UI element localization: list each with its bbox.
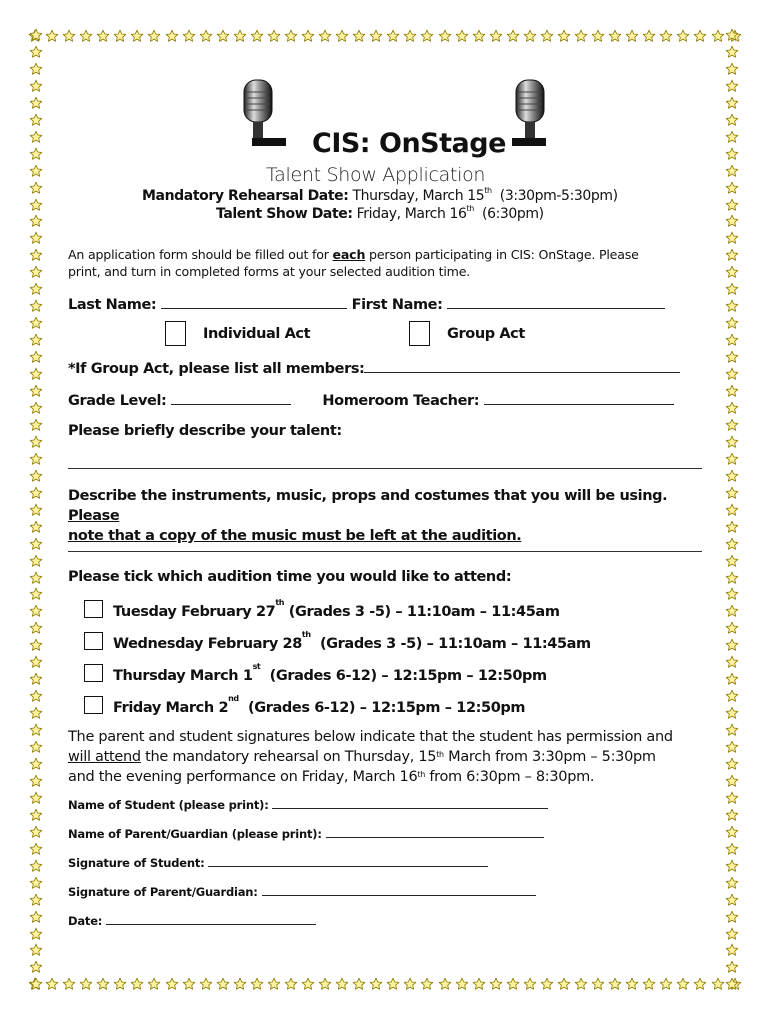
star-outline-icon — [233, 29, 247, 45]
star-outline-icon — [29, 571, 45, 585]
parent-signature-label: Signature of Parent/Guardian: — [68, 885, 258, 899]
parent-signature-row — [68, 884, 536, 899]
star-outline-icon — [29, 231, 45, 245]
star-outline-icon — [29, 587, 45, 601]
star-outline-icon — [29, 96, 45, 110]
intro-part1: An application form should be filled out for — [68, 247, 333, 262]
star-outline-icon — [335, 977, 349, 993]
star-outline-icon — [29, 554, 45, 568]
student-name-row — [68, 797, 548, 812]
star-outline-icon — [438, 29, 452, 45]
star-outline-icon — [725, 469, 741, 483]
star-outline-icon — [725, 96, 741, 110]
star-outline-icon — [29, 418, 45, 432]
intro-each: each — [332, 247, 366, 262]
star-outline-icon — [642, 977, 656, 993]
star-outline-icon — [725, 808, 741, 822]
audition-option[interactable] — [84, 632, 591, 652]
star-outline-icon — [267, 977, 281, 993]
intro-line2: print, and turn in completed forms at your selected audition time. — [68, 264, 471, 279]
star-outline-icon — [165, 977, 179, 993]
star-outline-icon — [29, 960, 45, 974]
audition-option-label — [113, 598, 560, 620]
star-outline-icon — [725, 79, 741, 93]
star-outline-icon — [608, 977, 622, 993]
star-outline-icon — [725, 859, 741, 873]
permission-l3b: from 6:30pm – 8:30pm. — [425, 769, 595, 785]
star-outline-icon — [506, 29, 520, 45]
star-outline-icon — [725, 791, 741, 805]
microphone-icon — [508, 78, 560, 150]
permission-l3a: and the evening performance on Friday, March 16 — [68, 769, 418, 785]
star-outline-icon — [29, 621, 45, 635]
permission-text — [68, 727, 718, 787]
star-outline-icon — [725, 825, 741, 839]
star-outline-icon — [29, 520, 45, 534]
audition-day-sup: th — [301, 630, 311, 639]
star-outline-icon — [725, 927, 741, 941]
star-outline-icon — [216, 977, 230, 993]
audition-checkbox[interactable] — [84, 632, 103, 650]
star-outline-icon — [676, 977, 690, 993]
star-outline-icon — [725, 587, 741, 601]
star-outline-icon — [659, 29, 673, 45]
star-outline-icon — [29, 28, 45, 42]
last-name-label: Last Name: — [68, 297, 157, 313]
star-outline-icon — [29, 198, 45, 212]
permission-l2a: the mandatory rehearsal on Thursday, 15 — [140, 749, 437, 765]
star-outline-icon — [301, 977, 315, 993]
star-outline-icon — [29, 876, 45, 890]
audition-option[interactable] — [84, 600, 560, 620]
star-outline-icon — [725, 621, 741, 635]
star-outline-icon — [130, 977, 144, 993]
star-outline-icon — [725, 418, 741, 432]
show-sup: th — [466, 204, 474, 213]
star-outline-icon — [725, 571, 741, 585]
star-outline-icon — [725, 842, 741, 856]
star-outline-icon — [725, 876, 741, 890]
star-outline-icon — [29, 401, 45, 415]
last-name-field[interactable] — [161, 294, 347, 309]
permission-line1: The parent and student signatures below indicate that the student has permission and — [68, 729, 673, 745]
star-outline-icon — [472, 977, 486, 993]
star-outline-icon — [96, 977, 110, 993]
star-outline-icon — [725, 214, 741, 228]
permission-l3sup: th — [417, 770, 426, 779]
audition-checkbox[interactable] — [84, 664, 103, 682]
star-outline-icon — [725, 638, 741, 652]
star-outline-icon — [250, 29, 264, 45]
student-signature-field[interactable] — [208, 855, 488, 867]
star-outline-icon — [29, 689, 45, 703]
audition-day-sup: th — [275, 598, 285, 607]
star-outline-icon — [725, 520, 741, 534]
star-outline-icon — [130, 29, 144, 45]
star-outline-icon — [725, 655, 741, 669]
star-outline-icon — [725, 486, 741, 500]
star-outline-icon — [725, 384, 741, 398]
date-label: Date: — [68, 914, 103, 928]
audition-day-sup: nd — [228, 694, 239, 703]
star-outline-icon — [250, 977, 264, 993]
star-outline-icon — [725, 316, 741, 330]
star-outline-icon — [318, 29, 332, 45]
instruments-text — [68, 486, 708, 546]
rehearsal-day: Thursday, March 15 — [352, 188, 485, 204]
page-subtitle: Talent Show Application — [266, 164, 486, 186]
star-outline-icon — [29, 350, 45, 364]
show-date — [216, 206, 544, 222]
star-outline-icon — [29, 808, 45, 822]
star-outline-icon — [301, 29, 315, 45]
star-outline-icon — [725, 299, 741, 313]
audition-option-label — [113, 630, 591, 652]
star-outline-icon — [725, 977, 741, 991]
star-outline-icon — [725, 689, 741, 703]
star-outline-icon — [352, 29, 366, 45]
star-outline-icon — [29, 638, 45, 652]
star-outline-icon — [557, 29, 571, 45]
rehearsal-date — [142, 188, 618, 204]
star-outline-icon — [725, 910, 741, 924]
group-act-checkbox[interactable] — [409, 321, 430, 346]
star-outline-icon — [182, 977, 196, 993]
star-outline-icon — [29, 367, 45, 381]
star-outline-icon — [725, 943, 741, 957]
star-outline-icon — [29, 181, 45, 195]
star-outline-icon — [352, 977, 366, 993]
group-act-label: Group Act — [447, 326, 525, 342]
instruments-note-2: note that a copy of the music must be left at the audition. — [68, 528, 522, 544]
star-outline-icon — [199, 29, 213, 45]
individual-act-checkbox[interactable] — [165, 321, 186, 346]
star-outline-icon — [96, 29, 110, 45]
star-outline-icon — [29, 45, 45, 59]
star-outline-icon — [45, 29, 59, 45]
star-outline-icon — [523, 29, 537, 45]
star-outline-icon — [165, 29, 179, 45]
star-outline-icon — [725, 503, 741, 517]
star-outline-icon — [386, 29, 400, 45]
star-outline-icon — [29, 655, 45, 669]
homeroom-teacher-field[interactable] — [484, 390, 674, 405]
star-outline-icon — [711, 29, 725, 45]
star-outline-icon — [725, 774, 741, 788]
star-outline-icon — [725, 231, 741, 245]
star-outline-icon — [725, 265, 741, 279]
star-outline-icon — [725, 147, 741, 161]
star-outline-icon — [591, 29, 605, 45]
first-name-label: First Name: — [351, 297, 443, 313]
star-outline-icon — [29, 282, 45, 296]
star-outline-icon — [725, 282, 741, 296]
audition-option-label — [113, 662, 547, 684]
star-outline-icon — [725, 181, 741, 195]
star-outline-icon — [725, 960, 741, 974]
star-outline-icon — [540, 977, 554, 993]
parent-signature-field[interactable] — [262, 884, 536, 896]
star-outline-icon — [725, 164, 741, 178]
describe-talent-label: Please briefly describe your talent: — [68, 423, 342, 439]
star-outline-icon — [29, 723, 45, 737]
star-outline-icon — [506, 977, 520, 993]
intro-part2: person participating in CIS: OnStage. Please — [365, 247, 639, 262]
group-members-row — [68, 358, 680, 377]
parent-name-label: Name of Parent/Guardian (please print): — [68, 827, 322, 841]
permission-l2b: March from 3:30pm – 5:30pm — [443, 749, 656, 765]
rehearsal-time: (3:30pm-5:30pm) — [499, 188, 618, 204]
star-outline-icon — [693, 977, 707, 993]
audition-checkbox[interactable] — [84, 600, 103, 618]
star-outline-icon — [725, 757, 741, 771]
star-outline-icon — [472, 29, 486, 45]
star-outline-icon — [29, 825, 45, 839]
star-outline-icon — [403, 977, 417, 993]
star-outline-icon — [29, 265, 45, 279]
star-outline-icon — [625, 977, 639, 993]
star-border-top — [28, 29, 742, 45]
student-signature-label: Signature of Student: — [68, 856, 205, 870]
star-outline-icon — [29, 299, 45, 313]
star-outline-icon — [29, 503, 45, 517]
grade-level-field[interactable] — [171, 390, 291, 405]
star-outline-icon — [725, 113, 741, 127]
audition-heading: Please tick which audition time you would like to attend: — [68, 569, 512, 585]
audition-option[interactable] — [84, 664, 547, 684]
star-outline-icon — [318, 977, 332, 993]
star-outline-icon — [725, 28, 741, 42]
star-outline-icon — [29, 486, 45, 500]
star-outline-icon — [29, 62, 45, 76]
star-outline-icon — [725, 62, 741, 76]
star-outline-icon — [403, 29, 417, 45]
star-outline-icon — [29, 859, 45, 873]
instruments-note-1: Please — [68, 508, 120, 524]
audition-day: Friday March 2 — [113, 700, 229, 716]
star-outline-icon — [574, 29, 588, 45]
star-outline-icon — [540, 29, 554, 45]
star-outline-icon — [29, 604, 45, 618]
star-outline-icon — [284, 29, 298, 45]
star-outline-icon — [147, 29, 161, 45]
star-outline-icon — [29, 943, 45, 957]
star-outline-icon — [455, 29, 469, 45]
homeroom-teacher-label: Homeroom Teacher: — [322, 393, 480, 409]
star-outline-icon — [725, 706, 741, 720]
audition-day: Tuesday February 27 — [113, 604, 276, 620]
star-outline-icon — [29, 791, 45, 805]
star-outline-icon — [29, 469, 45, 483]
student-name-field[interactable] — [272, 797, 548, 809]
first-name-field[interactable] — [447, 294, 665, 309]
star-outline-icon — [369, 977, 383, 993]
show-day: Friday, March 16 — [356, 206, 467, 222]
star-outline-icon — [113, 977, 127, 993]
star-outline-icon — [29, 452, 45, 466]
star-outline-icon — [45, 977, 59, 993]
star-outline-icon — [725, 401, 741, 415]
grade-row — [68, 390, 674, 409]
parent-name-field[interactable] — [326, 826, 544, 838]
show-label: Talent Show Date: — [216, 206, 353, 222]
star-outline-icon — [29, 214, 45, 228]
group-members-field[interactable] — [364, 358, 680, 373]
star-outline-icon — [62, 977, 76, 993]
star-outline-icon — [725, 333, 741, 347]
audition-option[interactable] — [84, 696, 525, 716]
intro-text — [68, 246, 708, 280]
star-outline-icon — [659, 977, 673, 993]
star-outline-icon — [182, 29, 196, 45]
star-outline-icon — [725, 723, 741, 737]
individual-act-label: Individual Act — [203, 326, 311, 342]
date-field[interactable] — [106, 913, 316, 925]
star-outline-icon — [489, 29, 503, 45]
star-outline-icon — [725, 672, 741, 686]
audition-day: Thursday March 1 — [113, 668, 253, 684]
page-title: CIS: OnStage — [312, 128, 506, 159]
describe-talent-line[interactable] — [68, 468, 702, 469]
star-outline-icon — [608, 29, 622, 45]
audition-time: (Grades 6-12) – 12:15pm – 12:50pm — [260, 668, 547, 684]
star-outline-icon — [29, 316, 45, 330]
star-border-left — [29, 28, 45, 992]
star-outline-icon — [29, 774, 45, 788]
star-outline-icon — [725, 537, 741, 551]
instruments-line[interactable] — [68, 551, 702, 552]
star-outline-icon — [29, 977, 45, 991]
permission-will-attend: will attend — [68, 749, 141, 765]
star-outline-icon — [29, 910, 45, 924]
show-time: (6:30pm) — [482, 206, 544, 222]
star-outline-icon — [29, 927, 45, 941]
star-outline-icon — [267, 29, 281, 45]
date-row — [68, 913, 316, 928]
star-outline-icon — [29, 706, 45, 720]
student-signature-row — [68, 855, 488, 870]
instruments-bold: Describe the instruments, music, props and costumes that you will be using. — [68, 488, 668, 504]
star-outline-icon — [284, 977, 298, 993]
star-outline-icon — [676, 29, 690, 45]
star-outline-icon — [725, 435, 741, 449]
star-outline-icon — [455, 977, 469, 993]
star-outline-icon — [725, 45, 741, 59]
star-outline-icon — [29, 113, 45, 127]
group-members-label: *If Group Act, please list all members: — [68, 361, 365, 377]
star-outline-icon — [29, 384, 45, 398]
name-row — [68, 294, 665, 313]
star-outline-icon — [29, 842, 45, 856]
star-outline-icon — [693, 29, 707, 45]
star-outline-icon — [29, 893, 45, 907]
microphone-icon — [236, 78, 288, 150]
audition-checkbox[interactable] — [84, 696, 103, 714]
rehearsal-sup: th — [484, 186, 492, 195]
star-outline-icon — [625, 29, 639, 45]
audition-day-sup: st — [252, 662, 261, 671]
star-outline-icon — [79, 977, 93, 993]
star-outline-icon — [523, 977, 537, 993]
star-outline-icon — [29, 79, 45, 93]
star-outline-icon — [591, 977, 605, 993]
star-outline-icon — [29, 757, 45, 771]
star-outline-icon — [29, 248, 45, 262]
permission-l2sup: th — [436, 750, 444, 759]
star-outline-icon — [29, 147, 45, 161]
star-outline-icon — [62, 29, 76, 45]
rehearsal-label: Mandatory Rehearsal Date: — [142, 188, 349, 204]
star-outline-icon — [29, 164, 45, 178]
star-outline-icon — [29, 672, 45, 686]
student-name-label: Name of Student (please print): — [68, 798, 269, 812]
star-outline-icon — [725, 554, 741, 568]
star-border-bottom — [28, 977, 742, 993]
star-outline-icon — [725, 452, 741, 466]
star-outline-icon — [29, 333, 45, 347]
star-outline-icon — [557, 977, 571, 993]
star-outline-icon — [199, 977, 213, 993]
star-outline-icon — [29, 537, 45, 551]
audition-time: (Grades 3 -5) – 11:10am – 11:45am — [310, 636, 591, 652]
audition-day: Wednesday February 28 — [113, 636, 302, 652]
star-outline-icon — [79, 29, 93, 45]
star-outline-icon — [725, 367, 741, 381]
star-outline-icon — [642, 29, 656, 45]
star-outline-icon — [420, 29, 434, 45]
star-outline-icon — [725, 740, 741, 754]
audition-time: (Grades 6-12) – 12:15pm – 12:50pm — [238, 700, 526, 716]
star-outline-icon — [113, 29, 127, 45]
star-outline-icon — [420, 977, 434, 993]
star-outline-icon — [711, 977, 725, 993]
audition-time: (Grades 3 -5) – 11:10am – 11:45am — [284, 604, 560, 620]
star-outline-icon — [386, 977, 400, 993]
star-outline-icon — [489, 977, 503, 993]
star-outline-icon — [147, 977, 161, 993]
star-outline-icon — [335, 29, 349, 45]
star-border-right — [725, 28, 741, 992]
star-outline-icon — [29, 435, 45, 449]
star-outline-icon — [725, 198, 741, 212]
star-outline-icon — [725, 893, 741, 907]
star-outline-icon — [725, 248, 741, 262]
audition-option-label — [113, 694, 526, 716]
star-outline-icon — [29, 740, 45, 754]
parent-name-row — [68, 826, 544, 841]
star-outline-icon — [369, 29, 383, 45]
grade-level-label: Grade Level: — [68, 393, 167, 409]
star-outline-icon — [725, 350, 741, 364]
star-outline-icon — [29, 130, 45, 144]
star-outline-icon — [725, 130, 741, 144]
star-outline-icon — [216, 29, 230, 45]
star-outline-icon — [438, 977, 452, 993]
star-outline-icon — [574, 977, 588, 993]
star-outline-icon — [233, 977, 247, 993]
star-outline-icon — [725, 604, 741, 618]
